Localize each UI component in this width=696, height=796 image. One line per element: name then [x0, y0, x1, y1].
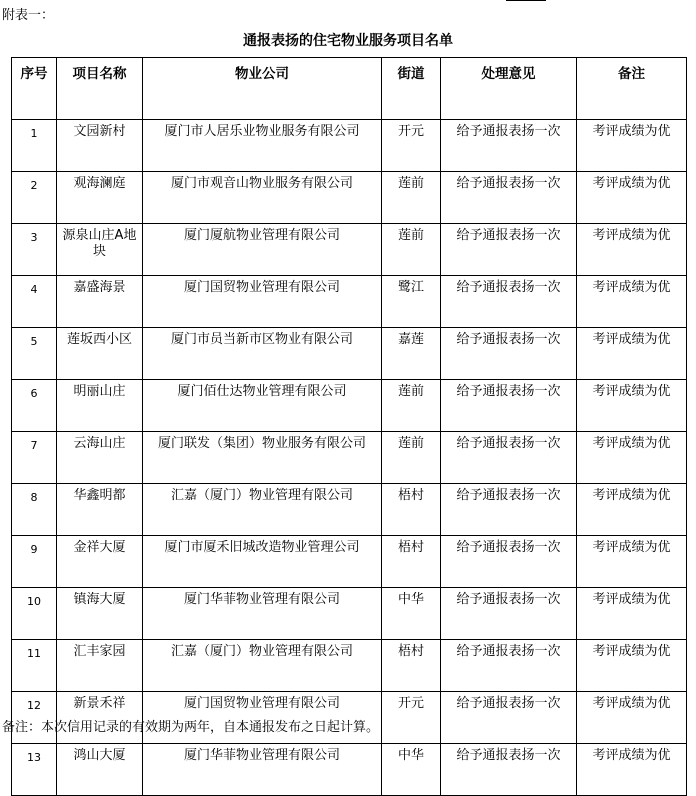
cell-action: 给予通报表扬一次	[441, 224, 577, 276]
cell-company: 厦门国贸物业管理有限公司	[143, 276, 382, 328]
cell-street: 莲前	[382, 380, 441, 432]
cell-note: 考评成绩为优	[577, 588, 687, 640]
table-row	[12, 328, 687, 380]
top-rule	[506, 0, 546, 2]
cell-action: 给予通报表扬一次	[441, 172, 577, 224]
cell-no: 13	[12, 744, 57, 796]
table-row	[12, 536, 687, 588]
cell-company: 厦门厦航物业管理有限公司	[143, 224, 382, 276]
col-header-note: 备注	[577, 58, 687, 120]
cell-note: 考评成绩为优	[577, 276, 687, 328]
cell-company: 厦门市人居乐业物业服务有限公司	[143, 120, 382, 172]
cell-street: 中华	[382, 588, 441, 640]
cell-note: 考评成绩为优	[577, 432, 687, 484]
cell-street: 嘉莲	[382, 328, 441, 380]
cell-action: 给予通报表扬一次	[441, 640, 577, 692]
cell-no: 12	[12, 692, 57, 744]
cell-no: 4	[12, 276, 57, 328]
cell-company: 厦门华菲物业管理有限公司	[143, 588, 382, 640]
cell-note: 考评成绩为优	[577, 172, 687, 224]
cell-project: 源泉山庄A地块	[57, 224, 143, 276]
cell-action: 给予通报表扬一次	[441, 432, 577, 484]
cell-company: 厦门联发（集团）物业服务有限公司	[143, 432, 382, 484]
cell-project: 嘉盛海景	[57, 276, 143, 328]
footnote: 备注：本次信用记录的有效期为两年，自本通报发布之日起计算。	[2, 720, 380, 735]
cell-note: 考评成绩为优	[577, 640, 687, 692]
table-header-row	[12, 58, 687, 120]
cell-street: 鹭江	[382, 276, 441, 328]
col-header-street: 街道	[382, 58, 441, 120]
cell-company: 厦门市员当新市区物业有限公司	[143, 328, 382, 380]
cell-company: 汇嘉（厦门）物业管理有限公司	[143, 640, 382, 692]
cell-project: 新景禾祥	[57, 692, 143, 744]
commendation-table	[11, 57, 687, 796]
cell-project: 汇丰家园	[57, 640, 143, 692]
cell-action: 给予通报表扬一次	[441, 120, 577, 172]
cell-no: 5	[12, 328, 57, 380]
cell-action: 给予通报表扬一次	[441, 744, 577, 796]
cell-no: 10	[12, 588, 57, 640]
table-row	[12, 432, 687, 484]
cell-project: 华鑫明都	[57, 484, 143, 536]
cell-street: 莲前	[382, 224, 441, 276]
table-row	[12, 172, 687, 224]
cell-street: 梧村	[382, 536, 441, 588]
cell-note: 考评成绩为优	[577, 536, 687, 588]
cell-action: 给予通报表扬一次	[441, 484, 577, 536]
table-row	[12, 380, 687, 432]
cell-street: 梧村	[382, 484, 441, 536]
cell-street: 莲前	[382, 432, 441, 484]
table-row	[12, 276, 687, 328]
table-row	[12, 744, 687, 796]
cell-street: 梧村	[382, 640, 441, 692]
cell-action: 给予通报表扬一次	[441, 588, 577, 640]
cell-action: 给予通报表扬一次	[441, 328, 577, 380]
cell-no: 3	[12, 224, 57, 276]
col-header-no: 序号	[12, 58, 57, 120]
cell-no: 8	[12, 484, 57, 536]
cell-company: 汇嘉（厦门）物业管理有限公司	[143, 484, 382, 536]
cell-project: 鸿山大厦	[57, 744, 143, 796]
cell-action: 给予通报表扬一次	[441, 692, 577, 744]
cell-note: 考评成绩为优	[577, 120, 687, 172]
cell-no: 1	[12, 120, 57, 172]
cell-project: 镇海大厦	[57, 588, 143, 640]
cell-street: 开元	[382, 692, 441, 744]
cell-action: 给予通报表扬一次	[441, 380, 577, 432]
cell-no: 2	[12, 172, 57, 224]
cell-project: 云海山庄	[57, 432, 143, 484]
cell-note: 考评成绩为优	[577, 692, 687, 744]
cell-no: 9	[12, 536, 57, 588]
cell-street: 莲前	[382, 172, 441, 224]
table-row	[12, 640, 687, 692]
col-header-company: 物业公司	[143, 58, 382, 120]
cell-project: 莲坂西小区	[57, 328, 143, 380]
cell-company: 厦门市厦禾旧城改造物业管理公司	[143, 536, 382, 588]
cell-note: 考评成绩为优	[577, 380, 687, 432]
cell-project: 文园新村	[57, 120, 143, 172]
cell-project: 观海澜庭	[57, 172, 143, 224]
cell-note: 考评成绩为优	[577, 224, 687, 276]
cell-company: 厦门市观音山物业服务有限公司	[143, 172, 382, 224]
cell-no: 11	[12, 640, 57, 692]
cell-action: 给予通报表扬一次	[441, 276, 577, 328]
cell-note: 考评成绩为优	[577, 484, 687, 536]
cell-company: 厦门华菲物业管理有限公司	[143, 744, 382, 796]
table-row	[12, 224, 687, 276]
table-row	[12, 120, 687, 172]
cell-note: 考评成绩为优	[577, 328, 687, 380]
table-row	[12, 484, 687, 536]
table-body	[12, 120, 687, 796]
cell-company: 厦门佰仕达物业管理有限公司	[143, 380, 382, 432]
cell-action: 给予通报表扬一次	[441, 536, 577, 588]
cell-note: 考评成绩为优	[577, 744, 687, 796]
cell-no: 7	[12, 432, 57, 484]
document-title: 通报表扬的住宅物业服务项目名单	[243, 33, 453, 49]
table-row	[12, 588, 687, 640]
cell-company: 厦门国贸物业管理有限公司	[143, 692, 382, 744]
cell-street: 中华	[382, 744, 441, 796]
col-header-project: 项目名称	[57, 58, 143, 120]
col-header-action: 处理意见	[441, 58, 577, 120]
cell-project: 明丽山庄	[57, 380, 143, 432]
cell-street: 开元	[382, 120, 441, 172]
attachment-label: 附表一：	[2, 8, 55, 23]
cell-no: 6	[12, 380, 57, 432]
cell-project: 金祥大厦	[57, 536, 143, 588]
